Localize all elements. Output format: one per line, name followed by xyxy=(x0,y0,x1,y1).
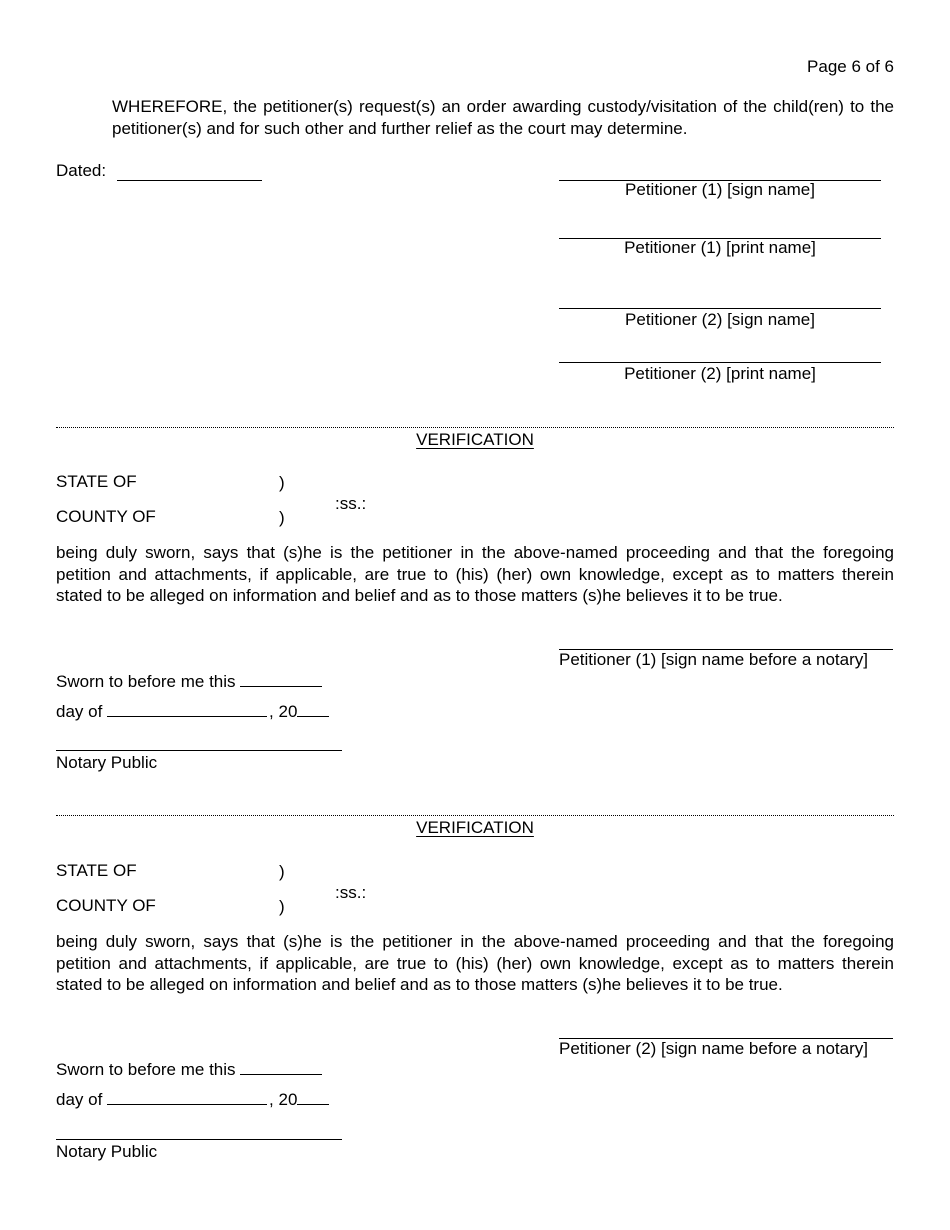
state-paren: ) xyxy=(279,862,285,881)
year-field[interactable] xyxy=(297,1090,329,1105)
day-of-row: day of , 20 xyxy=(56,1090,329,1110)
county-paren: ) xyxy=(279,897,285,916)
page-number: Page 6 of 6 xyxy=(807,57,894,76)
ss-mark: :ss.: xyxy=(335,883,367,902)
petitioner-2-sign-line[interactable] xyxy=(559,308,881,309)
state-of-label: STATE OF xyxy=(56,472,137,491)
wherefore-paragraph: WHEREFORE, the petitioner(s) request(s) an order awarding custody/visitation of the child(ren) to the petitioner(s) and for such other and further relief as the court may determine. xyxy=(112,97,894,138)
petitioner-2-print-label: Petitioner (2) [print name] xyxy=(624,364,816,383)
notary-sign-line[interactable] xyxy=(56,1139,342,1140)
oath-paragraph: being duly sworn, says that (s)he is the petitioner in the above-named proceeding and that the foregoing petition and attachments, if applicable, are true to (his) (her) own knowledge, except as to matters therein stated to be alleged on information and belief and as to those matters (s)he believes it to be true. xyxy=(56,543,894,605)
notary-label: Notary Public xyxy=(56,753,158,772)
county-of-label: COUNTY OF xyxy=(56,507,156,526)
month-field[interactable] xyxy=(107,1090,267,1105)
day-of-row: day of , 20 xyxy=(56,702,329,722)
sworn-day-field[interactable] xyxy=(240,672,322,687)
section-divider xyxy=(56,427,894,428)
oath-paragraph: being duly sworn, says that (s)he is the petitioner in the above-named proceeding and that the foregoing petition and attachments, if applicable, are true to (his) (her) own knowledge, except as to matters therein stated to be alleged on information and belief and as to those matters (s)he believes it to be true. xyxy=(56,932,894,994)
notary-sign-line[interactable] xyxy=(56,750,342,751)
state-paren: ) xyxy=(279,473,285,492)
ss-mark: :ss.: xyxy=(335,494,367,513)
petitioner-2-print-line[interactable] xyxy=(559,362,881,363)
county-paren: ) xyxy=(279,508,285,527)
sworn-label: Sworn to before me this xyxy=(56,672,322,692)
state-of-label: STATE OF xyxy=(56,861,137,880)
verification-heading: VERIFICATION xyxy=(416,430,534,449)
dated-label: Dated: xyxy=(56,161,107,180)
sworn-day-field[interactable] xyxy=(240,1060,322,1075)
petitioner-1-notary-sign-label: Petitioner (1) [sign name before a notary] xyxy=(559,650,868,669)
section-divider xyxy=(56,815,894,816)
county-of-label: COUNTY OF xyxy=(56,896,156,915)
year-field[interactable] xyxy=(297,702,329,717)
verification-heading: VERIFICATION xyxy=(416,818,534,837)
petitioner-2-sign-label: Petitioner (2) [sign name] xyxy=(625,310,815,329)
petitioner-1-sign-label: Petitioner (1) [sign name] xyxy=(625,180,815,199)
sworn-label: Sworn to before me this xyxy=(56,1060,322,1080)
petitioner-2-notary-sign-label: Petitioner (2) [sign name before a notary] xyxy=(559,1039,868,1058)
notary-label: Notary Public xyxy=(56,1142,158,1161)
month-field[interactable] xyxy=(107,702,267,717)
dated-field[interactable] xyxy=(117,180,262,181)
petitioner-1-print-label: Petitioner (1) [print name] xyxy=(624,238,816,257)
